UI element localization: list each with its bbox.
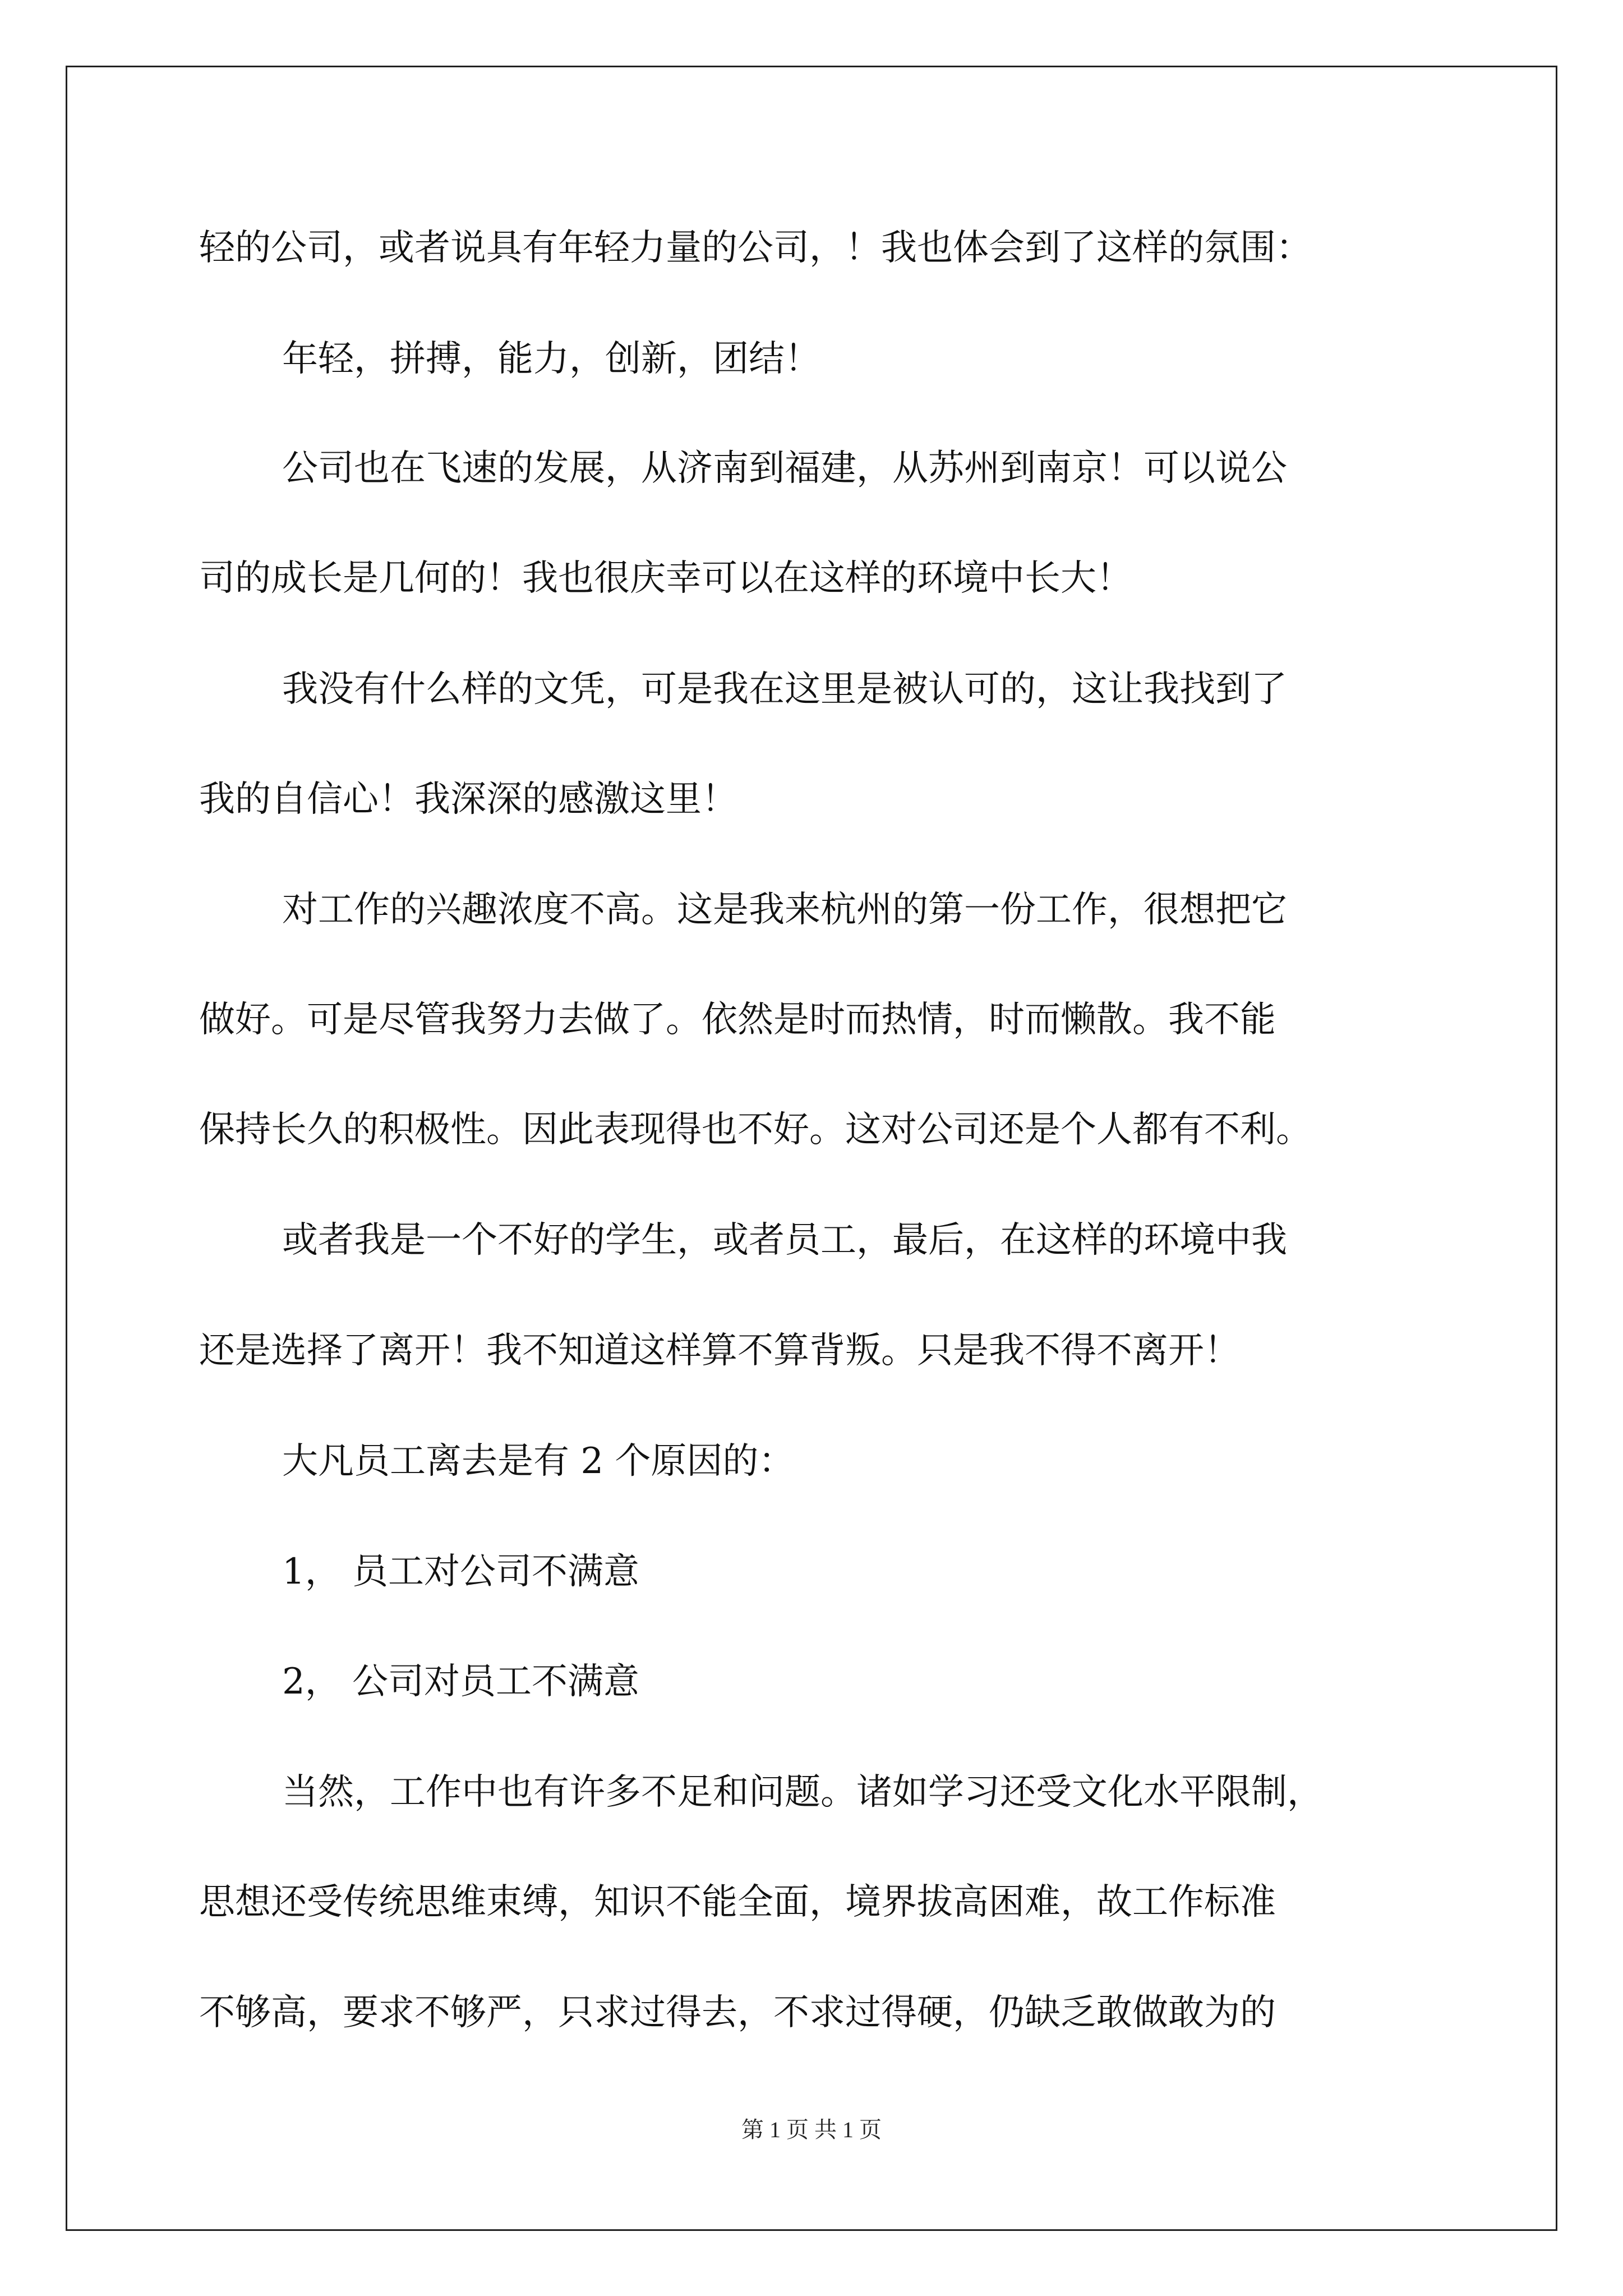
body-line: 年轻，拼搏，能力，创新，团结！ [282, 338, 820, 380]
body-line: 还是选择了离开！我不知道这样算不算背叛。只是我不得不离开！ [199, 1330, 1240, 1372]
body-line: 我没有什么样的文凭，可是我在这里是被认可的，这让我找到了 [282, 669, 1287, 710]
body-line: 大凡员工离去是有 2 个原因的： [282, 1441, 795, 1482]
page-number-footer: 第 1 页 共 1 页 [741, 2117, 882, 2142]
body-line: 当然，工作中也有许多不足和问题。诸如学习还受文化水平限制， [282, 1772, 1323, 1813]
body-line: 轻的公司，或者说具有年轻力量的公司，！我也体会到了这样的氛围： [199, 227, 1312, 269]
list-item: 1， 员工对公司不满意 [282, 1551, 640, 1593]
body-line: 保持长久的积极性。因此表现得也不好。这对公司还是个人都有不利。 [199, 1109, 1312, 1151]
body-line: 我的自信心！我深深的感激这里！ [199, 779, 737, 820]
list-item: 2， 公司对员工不满意 [282, 1661, 640, 1703]
body-line: 思想还受传统思维束缚，知识不能全面，境界拔高困难，故工作标准 [199, 1881, 1276, 1923]
body-line: 做好。可是尽管我努力去做了。依然是时而热情，时而懒散。我不能 [199, 999, 1276, 1041]
body-line: 对工作的兴趣浓度不高。这是我来杭州的第一份工作，很想把它 [282, 889, 1287, 931]
body-line: 公司也在飞速的发展，从济南到福建，从苏州到南京！可以说公 [282, 448, 1287, 489]
body-line: 司的成长是几何的！我也很庆幸可以在这样的环境中长大！ [199, 558, 1132, 599]
body-line: 不够高，要求不够严，只求过得去，不求过得硬，仍缺乏敢做敢为的 [199, 1992, 1276, 2033]
body-line: 或者我是一个不好的学生，或者员工，最后，在这样的环境中我 [282, 1220, 1287, 1261]
